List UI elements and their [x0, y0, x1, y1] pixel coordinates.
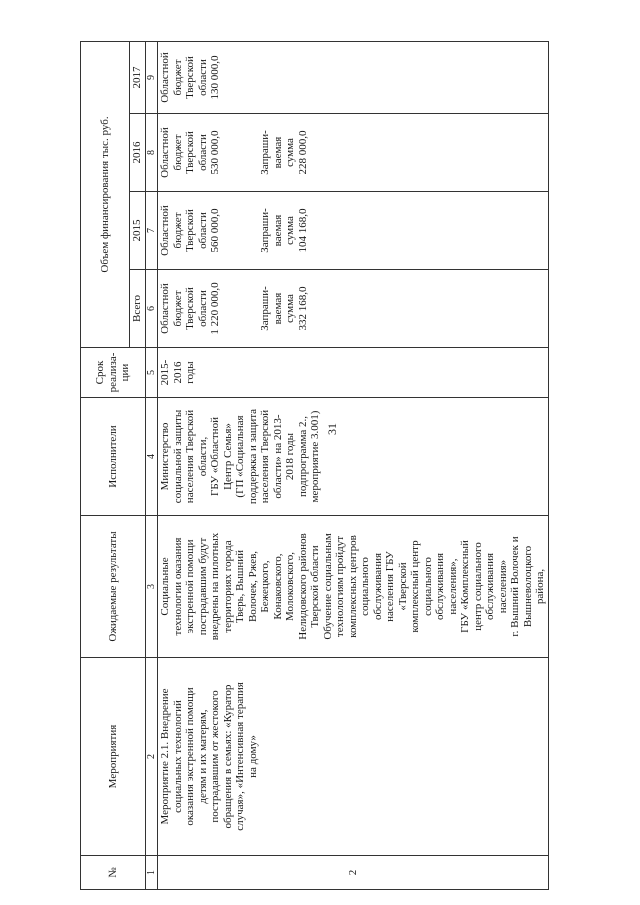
row-number: 2: [158, 856, 549, 890]
column-number: 1: [146, 856, 158, 890]
header-row-top: [81, 41, 130, 889]
header-2016: 2016: [130, 114, 146, 192]
header-2015: 2015: [130, 192, 146, 270]
column-number: 8: [146, 114, 158, 192]
header-period: Срок реализа- ции: [81, 348, 146, 398]
header-total: Всего: [130, 270, 146, 348]
funding-2015-cell: Областной бюджет Тверской области 560 000,0 Запраши- ваемая сумма 104 168,0: [158, 192, 549, 270]
rotated-table-wrapper: [80, 42, 560, 890]
header-activity: Мероприятия: [81, 658, 146, 856]
column-number: 6: [146, 270, 158, 348]
results-cell: Социальные технологии оказания экстренной помощи пострадавшим будут внедрены на пилотных территориях города Тверь, Вышний Волочек, Ржев, Бежецкого, Конаковского, Молоковского, Нелидовского районов Тверской области Обучение социальным технологиям пройдут комплексных центров социального обслуживания населения ГБУ «Тверской комплексный центр социального обслуживания населения», ГБУ «Комплексный центр социального обслуживания населения» г. Вышний Волочек и Вышневолоцкого района,: [158, 516, 549, 658]
header-2017: 2017: [130, 41, 146, 113]
column-number: 2: [146, 658, 158, 856]
total-funding-cell: Областной бюджет Тверской области 1 220 000,0 Запраши- ваемая сумма 332 168,0: [158, 270, 549, 348]
column-number: 3: [146, 516, 158, 658]
header-num: №: [81, 856, 146, 890]
column-number: 4: [146, 398, 158, 516]
header-executors: Исполнители: [81, 398, 146, 516]
header-funding: Объем финансирования тыс. руб.: [81, 41, 130, 347]
column-number: 9: [146, 41, 158, 113]
table-row: [158, 41, 549, 889]
page-number: 31: [325, 423, 339, 435]
funding-2017-cell: Областной бюджет Тверской области 130 000,0: [158, 41, 549, 113]
header-results: Ожидаемые результаты: [81, 516, 146, 658]
funding-table: [80, 41, 549, 890]
column-number: 7: [146, 192, 158, 270]
column-number: 5: [146, 348, 158, 398]
column-number-row: [146, 41, 158, 889]
funding-2016-cell: Областной бюджет Тверской области 530 000,0 Запраши- ваемая сумма 228 000,0: [158, 114, 549, 192]
activity-cell: Мероприятие 2.1. Внедрение социальных технологий оказания экстренной помощи детям и их матерям, пострадавшим от жестокого обращения в семьях: «Куратор случая», «Интенсивная терапия на дому»: [158, 658, 549, 856]
executors-cell: Министерство социальной защиты населения Тверской области, ГБУ «Областной Центр Семья» (ГП «Социальная поддержка и защита населения Тверской области» на 2013- 2018 годы подпрограмма 2., мероприятие 3.001): [158, 398, 549, 516]
period-cell: 2015- 2016 годы: [158, 348, 549, 398]
